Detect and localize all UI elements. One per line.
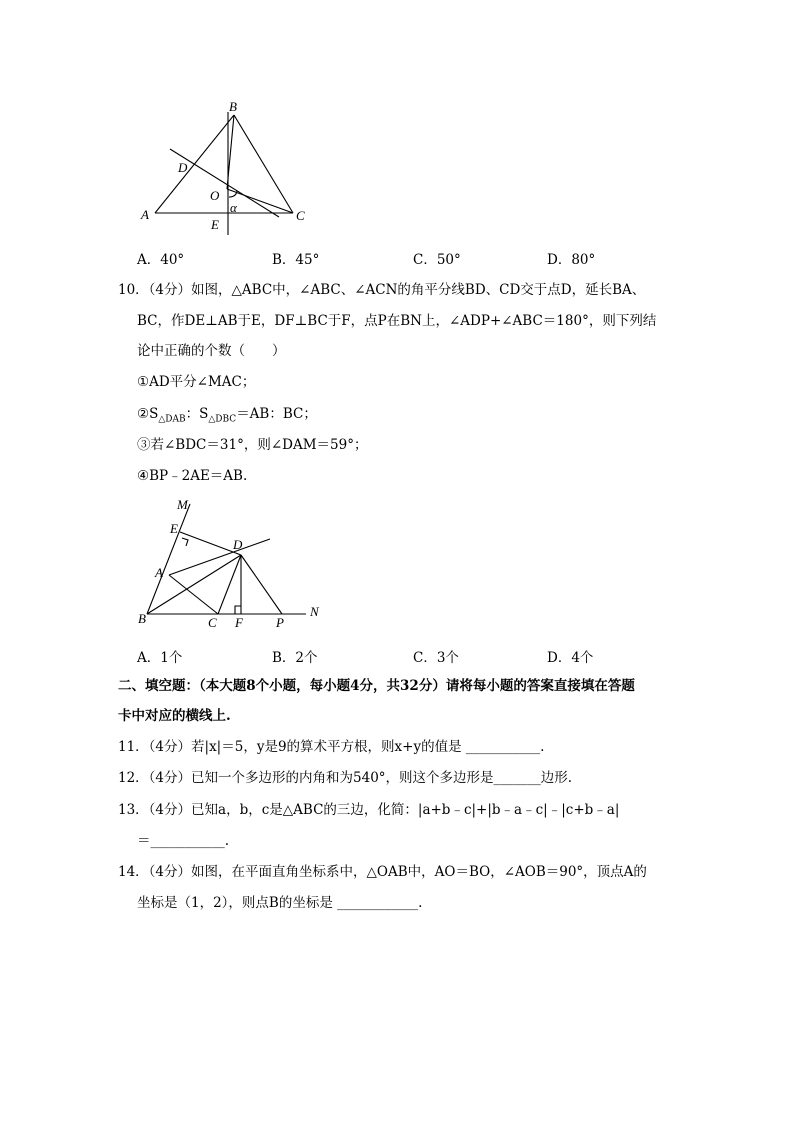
figure-triangle-bisectors bbox=[130, 495, 330, 630]
section2-header-line-1: 二、填空题：（本大题8个小题，每小题4分，共32分）请将每小题的答案直接填在答题 bbox=[118, 678, 635, 694]
label-d: D bbox=[178, 160, 188, 175]
label-e2: E bbox=[170, 521, 178, 536]
label-p: P bbox=[276, 615, 284, 630]
label-c2: C bbox=[208, 615, 217, 630]
q13-line-1: 13．（4分）已知a，b，c是△ABC的三边，化简：|a+b﹣c|+|b﹣a﹣c|﹣|c+b﹣a| bbox=[118, 802, 620, 818]
q10-line-1: 10．（4分）如图，△ABC中，∠ABC、∠ACN的角平分线BD、CD交于点D，延长BA、 bbox=[118, 282, 646, 298]
q10-option-a: A．1个 bbox=[137, 650, 183, 666]
q10-item-2-suffix: ＝AB：BC； bbox=[236, 406, 317, 422]
q10-item-1: ①AD平分∠MAC； bbox=[137, 374, 256, 390]
q10-line-3: 论中正确的个数（ ） bbox=[137, 343, 286, 359]
figure-triangle-abc-o bbox=[130, 95, 320, 245]
q9-option-b: B．45° bbox=[272, 252, 320, 268]
q9-option-d: D．80° bbox=[547, 252, 596, 268]
q12: 12．（4分）已知一个多边形的内角和为540°，则这个多边形是_______边形. bbox=[118, 770, 573, 786]
label-a: A bbox=[141, 207, 149, 222]
label-f: F bbox=[235, 615, 243, 630]
q11: 11．（4分）若|x|＝5，y是9的算术平方根，则x+y的值是 ___________. bbox=[118, 739, 545, 755]
label-o: O bbox=[210, 188, 220, 203]
label-n: N bbox=[310, 604, 319, 619]
label-e: E bbox=[211, 217, 219, 232]
q10-option-c: C．3个 bbox=[413, 650, 459, 666]
label-b: B bbox=[229, 99, 237, 114]
q9-option-a: A．40° bbox=[137, 252, 185, 268]
label-d2: D bbox=[233, 537, 243, 552]
label-alpha: α bbox=[230, 200, 237, 215]
label-b2: B bbox=[138, 611, 146, 626]
q9-option-c: C．50° bbox=[413, 252, 461, 268]
section2-header-line-2: 卡中对应的横线上. bbox=[118, 708, 231, 724]
q10-line-2: BC，作DE⊥AB于E，DF⊥BC于F，点P在BN上，∠ADP+∠ABC＝180°，则下列结 bbox=[137, 313, 657, 329]
q10-option-b: B．2个 bbox=[272, 650, 318, 666]
q10-item-4: ④BP﹣2AE＝AB. bbox=[137, 468, 248, 484]
q10-item-3: ③若∠BDC＝31°，则∠DAM＝59°； bbox=[137, 437, 368, 453]
q10-option-d: D．4个 bbox=[547, 650, 594, 666]
label-a2: A bbox=[155, 565, 163, 580]
q10-item-2-prefix: ②S bbox=[137, 406, 159, 422]
label-c: C bbox=[296, 208, 305, 223]
q10-item-2-sub-dbc: △DBC bbox=[208, 414, 237, 425]
q10-item-2 bbox=[137, 404, 317, 430]
q14-line-2: 坐标是（1，2），则点B的坐标是 ____________. bbox=[137, 895, 423, 911]
q10-item-2-mid: ：S bbox=[185, 406, 209, 422]
q10-item-2-sub-dab: △DAB bbox=[158, 414, 186, 425]
q14-line-1: 14．（4分）如图，在平面直角坐标系中，△OAB中，AO＝BO，∠AOB＝90°，顶点A的 bbox=[118, 864, 647, 880]
label-m: M bbox=[177, 497, 188, 512]
q13-line-2: ＝___________. bbox=[137, 833, 230, 849]
